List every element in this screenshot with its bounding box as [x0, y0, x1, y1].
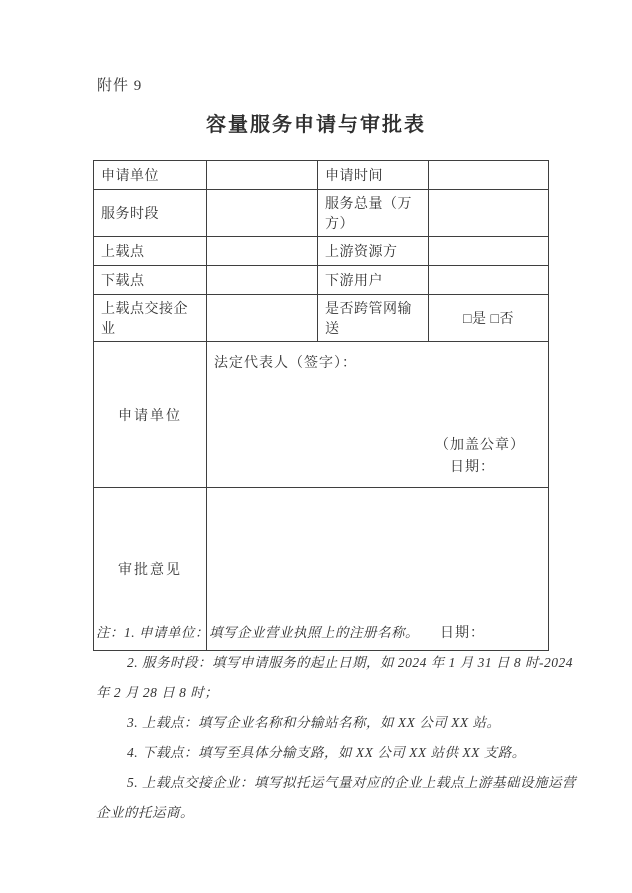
field-label-apply-time: 申请时间	[318, 161, 429, 190]
document-title: 容量服务申请与审批表	[206, 114, 426, 136]
input-cell-upstream-resource	[429, 237, 549, 266]
note-line-4: 4. 下载点：填写至具体分输支路，如 XX 公司 XX 站供 XX 支路。	[127, 745, 526, 760]
table-row	[94, 161, 549, 190]
table-row	[94, 190, 549, 237]
application-form-table	[93, 160, 549, 651]
field-label-handover-enterprise: 上载点交接企业	[94, 295, 207, 342]
note-line-1: 注：1. 申请单位：填写企业营业执照上的注册名称。	[96, 625, 419, 640]
field-label-download-point: 下载点	[94, 266, 207, 295]
input-cell-downstream-user	[429, 266, 549, 295]
input-cell-service-period	[207, 190, 318, 237]
legal-representative-signature-label: 法定代表人（签字）：	[214, 356, 357, 371]
field-label-upload-point: 上载点	[94, 237, 207, 266]
notes-section	[96, 618, 576, 828]
field-label-service-period: 服务时段	[94, 190, 207, 237]
field-label-cross-network: 是否跨管网输送	[318, 295, 429, 342]
field-label-downstream-user: 下游用户	[318, 266, 429, 295]
field-label-service-total: 服务总量（万方）	[318, 190, 429, 237]
applicant-signature-cell	[207, 342, 549, 488]
field-label-upstream-resource: 上游资源方	[318, 237, 429, 266]
input-cell-download-point	[207, 266, 318, 295]
company-seal-label: （加盖公章）	[435, 438, 525, 453]
table-row-applicant-signature	[94, 342, 549, 488]
checkbox-options-yes-no: □是 □否	[429, 295, 549, 342]
note-line-2-continued: 年 2 月 28 日 8 时；	[96, 685, 219, 700]
note-line-5-continued: 企业的托运商。	[96, 805, 194, 820]
approval-date-label: 日期：	[440, 626, 485, 641]
table-row	[94, 266, 549, 295]
input-cell-applicant	[207, 161, 318, 190]
table-row	[94, 295, 549, 342]
note-line-5: 5. 上载点交接企业：填写拟托运气量对应的企业上载点上游基础设施运营	[127, 775, 576, 790]
input-cell-handover-enterprise	[207, 295, 318, 342]
input-cell-upload-point	[207, 237, 318, 266]
applicant-date-label: 日期：	[450, 460, 495, 475]
note-line-2: 2. 服务时段：填写申请服务的起止日期，如 2024 年 1 月 31 日 8 时-2024	[127, 655, 573, 670]
field-label-applicant: 申请单位	[94, 161, 207, 190]
section-label-approval: 审批意见	[94, 488, 207, 651]
section-label-applicant: 申请单位	[94, 342, 207, 488]
table-row	[94, 237, 549, 266]
attachment-label: 附件 9	[97, 78, 143, 94]
note-line-3: 3. 上载点：填写企业名称和分输站名称，如 XX 公司 XX 站。	[127, 715, 501, 730]
input-cell-apply-time	[429, 161, 549, 190]
input-cell-service-total	[429, 190, 549, 237]
